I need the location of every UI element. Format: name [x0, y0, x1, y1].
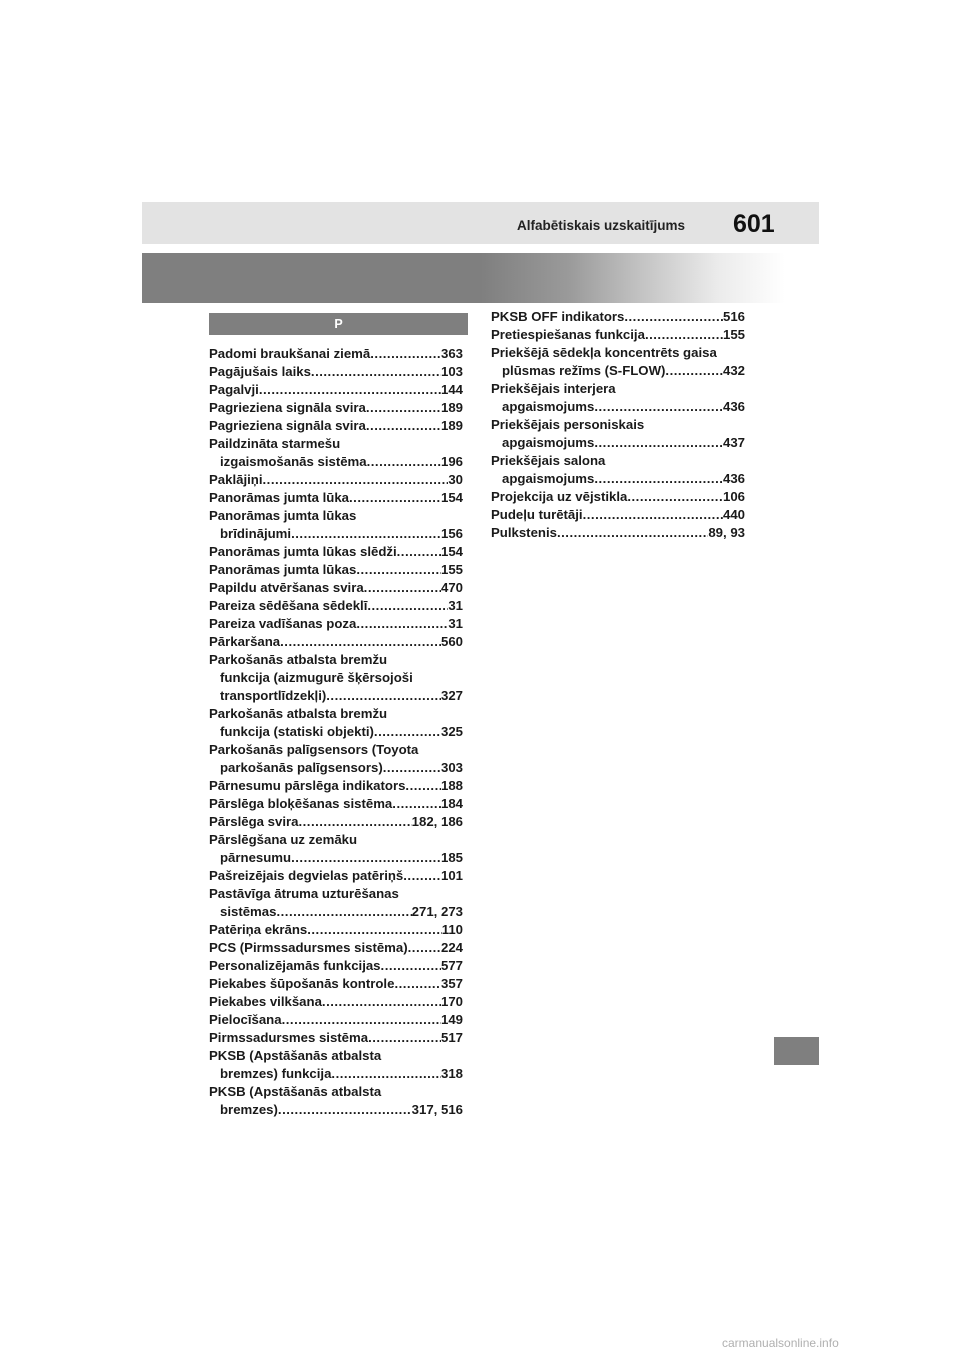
index-entry-text: PCS (Pirmssadursmes sistēma) [209, 940, 408, 955]
index-entry-text: Pielocīšana [209, 1012, 282, 1027]
index-entry-text: PKSB OFF indikators [491, 309, 625, 324]
index-entry [209, 417, 463, 435]
index-entry-text: Pārkaršana [209, 634, 281, 649]
index-column-left [209, 345, 463, 1119]
dot-leader [594, 398, 723, 416]
index-entry [209, 975, 463, 993]
dot-leader [291, 849, 441, 867]
index-entry-pages: 154 [440, 544, 463, 559]
index-entry-pages: 110 [441, 922, 463, 937]
index-entry-text: apgaismojums [502, 435, 595, 450]
footer-watermark-link[interactable]: carmanualsonline.info [722, 1336, 839, 1350]
index-entry-pages: 31 [448, 616, 463, 631]
dot-leader [291, 525, 441, 543]
index-entry-text: Pirmssadursmes sistēma [209, 1030, 369, 1045]
dot-leader [627, 488, 723, 506]
index-entry-text: apgaismojums [502, 471, 595, 486]
index-entry-pages: 436 [722, 399, 745, 414]
index-entry-text: Pagājušais laiks [209, 364, 311, 379]
index-entry-text: Pretiespiešanas funkcija [491, 327, 645, 342]
index-entry-text: Pagalvji [209, 382, 259, 397]
index-entry-pages: 106 [722, 489, 745, 504]
header-band [142, 202, 819, 244]
dot-leader [356, 615, 448, 633]
dot-leader [276, 903, 411, 921]
index-entry-pages: 188 [440, 778, 463, 793]
index-entry-pages: 440 [722, 507, 745, 522]
index-entry-pages: 363 [440, 346, 463, 361]
index-entry-text: Projekcija uz vējstikla [491, 489, 628, 504]
index-entry-text: Paklājiņi [209, 472, 263, 487]
index-entry-pages: 271, 273 [411, 904, 463, 919]
index-entry [209, 489, 463, 507]
index-entry-pages: 196 [440, 454, 463, 469]
thumb-index-tab [774, 1037, 819, 1065]
index-entry-text: Priekšējais salona [491, 453, 606, 468]
dot-leader [397, 543, 441, 561]
dot-leader [356, 561, 441, 579]
index-entry-pages: 357 [440, 976, 463, 991]
dot-leader [307, 921, 441, 939]
index-entry-text: Papildu atvēršanas svira [209, 580, 364, 595]
dot-leader [298, 813, 411, 831]
index-entry [491, 452, 745, 488]
index-entry-pages: 103 [440, 364, 463, 379]
index-entry-text: Pulkstenis [491, 525, 557, 540]
index-entry-pages: 149 [440, 1012, 463, 1027]
index-entry [209, 507, 463, 543]
index-entry-pages: 325 [440, 724, 463, 739]
dot-leader [645, 326, 723, 344]
index-entry-text: PKSB (Apstāšanās atbalsta [209, 1084, 382, 1099]
dot-leader [594, 434, 723, 452]
dot-leader [408, 939, 441, 957]
index-entry [491, 506, 745, 524]
index-entry [209, 363, 463, 381]
index-entry [491, 344, 745, 380]
index-entry-text: Parkošanās atbalsta bremžu [209, 652, 388, 667]
index-entry [209, 1083, 463, 1119]
index-entry-text: Pārslēga svira [209, 814, 299, 829]
index-entry-text: Pārnesumu pārslēga indikators [209, 778, 406, 793]
dot-leader [322, 993, 441, 1011]
index-entry [209, 1011, 463, 1029]
index-entry [209, 1047, 463, 1083]
index-entry-text: funkcija (statiski objekti) [220, 724, 374, 739]
index-entry-text: brīdinājumi [220, 526, 292, 541]
dot-leader [311, 363, 441, 381]
dot-leader [364, 579, 441, 597]
dot-leader [403, 867, 441, 885]
index-entry-text: Pareiza vadīšanas poza [209, 616, 357, 631]
index-column-right [491, 308, 745, 542]
index-entry-text: plūsmas režīms (S-FLOW) [502, 363, 666, 378]
index-entry [491, 524, 745, 542]
index-entry [209, 741, 463, 777]
index-entry [209, 399, 463, 417]
dot-leader [381, 957, 441, 975]
index-entry [209, 831, 463, 867]
dot-leader [282, 1011, 441, 1029]
index-entry-text: Parkošanās palīgsensors (Toyota [209, 742, 419, 757]
index-entry [209, 543, 463, 561]
index-entry-text: Pastāvīga ātruma uzturēšanas [209, 886, 399, 901]
index-entry-pages: 224 [440, 940, 463, 955]
dot-leader [368, 1029, 441, 1047]
index-entry-pages: 182, 186 [411, 814, 463, 829]
dot-leader [326, 687, 441, 705]
dot-leader [583, 506, 723, 524]
index-entry [209, 651, 463, 705]
index-entry-pages: 516 [722, 309, 745, 324]
index-entry-text: Pareiza sēdēšana sēdeklī [209, 598, 368, 613]
index-entry [209, 561, 463, 579]
index-entry-text: pārnesumu [220, 850, 292, 865]
index-entry-text: bremzes) [220, 1102, 278, 1117]
index-entry-pages: 189 [440, 418, 463, 433]
index-entry [209, 885, 463, 921]
index-entry-text: Pārslēga bloķēšanas sistēma [209, 796, 393, 811]
index-entry-text: Pagrieziena signāla svira [209, 418, 366, 433]
index-entry-text: Paildzināta starmešu [209, 436, 341, 451]
dot-leader [366, 399, 441, 417]
dot-leader [374, 723, 441, 741]
index-entry-text: Panorāmas jumta lūkas slēdži [209, 544, 397, 559]
index-entry-pages: 560 [440, 634, 463, 649]
index-entry-pages: 189 [440, 400, 463, 415]
index-entry-pages: 101 [440, 868, 463, 883]
index-entry-text: Patēriņa ekrāns [209, 922, 308, 937]
index-entry-pages: 577 [440, 958, 463, 973]
dot-leader [370, 345, 441, 363]
index-entry-pages: 327 [440, 688, 463, 703]
index-entry [209, 957, 463, 975]
index-entry [209, 345, 463, 363]
index-entry-pages: 437 [722, 435, 745, 450]
dot-leader [367, 597, 448, 615]
index-entry [209, 633, 463, 651]
dot-leader [394, 975, 441, 993]
dot-leader [392, 795, 441, 813]
dot-leader [349, 489, 441, 507]
index-entry-text: Pudeļu turētāji [491, 507, 583, 522]
index-entry-text: Priekšējais personiskais [491, 417, 645, 432]
index-entry-pages: 432 [722, 363, 745, 378]
dot-leader [383, 759, 441, 777]
dot-leader [665, 362, 723, 380]
index-entry-text: Pagrieziena signāla svira [209, 400, 366, 415]
index-entry-pages: 31 [448, 598, 463, 613]
index-entry-text: Panorāmas jumta lūka [209, 490, 349, 505]
index-entry [209, 471, 463, 489]
index-entry-text: izgaismošanās sistēma [220, 454, 367, 469]
dot-leader [594, 470, 723, 488]
index-entry-text: sistēmas [220, 904, 277, 919]
index-entry-text: parkošanās palīgsensors) [220, 760, 383, 775]
index-entry [209, 615, 463, 633]
index-entry-pages: 185 [440, 850, 463, 865]
page-number: 601 [733, 210, 775, 238]
index-entry [491, 326, 745, 344]
index-entry-pages: 89, 93 [708, 525, 745, 540]
index-entry [491, 308, 745, 326]
dot-leader [280, 633, 441, 651]
index-entry-text: Panorāmas jumta lūkas [209, 508, 357, 523]
index-entry-pages: 30 [448, 472, 463, 487]
index-entry-text: Priekšējā sēdekļa koncentrēts gaisa [491, 345, 717, 360]
section-letter-bar: P [209, 313, 468, 335]
index-entry [491, 380, 745, 416]
index-entry [209, 777, 463, 795]
index-entry [209, 1029, 463, 1047]
index-entry [209, 579, 463, 597]
index-entry [209, 597, 463, 615]
decorative-gradient-band [142, 253, 819, 303]
index-entry-text: Pārslēgšana uz zemāku [209, 832, 358, 847]
index-entry-text: Pašreizējais degvielas patēriņš [209, 868, 404, 883]
index-entry-text: PKSB (Apstāšanās atbalsta [209, 1048, 382, 1063]
index-entry-pages: 184 [440, 796, 463, 811]
index-entry-pages: 155 [722, 327, 745, 342]
dot-leader [624, 308, 723, 326]
index-entry [209, 705, 463, 741]
dot-leader [263, 471, 449, 489]
dot-leader [331, 1065, 441, 1083]
index-entry-pages: 318 [440, 1066, 463, 1081]
index-entry-pages: 317, 516 [411, 1102, 463, 1117]
index-entry [491, 416, 745, 452]
index-entry-pages: 170 [440, 994, 463, 1009]
index-entry-pages: 303 [440, 760, 463, 775]
dot-leader [278, 1101, 412, 1119]
index-entry-pages: 156 [440, 526, 463, 541]
index-entry-text: Piekabes šūpošanās kontrole [209, 976, 395, 991]
index-entry [209, 813, 463, 831]
index-entry [209, 939, 463, 957]
index-entry [491, 488, 745, 506]
index-entry [209, 435, 463, 471]
index-entry-text: Piekabes vilkšana [209, 994, 322, 1009]
index-entry-text: Panorāmas jumta lūkas [209, 562, 357, 577]
index-entry-text: bremzes) funkcija [220, 1066, 332, 1081]
index-entry-text: funkcija (aizmugurē šķērsojoši [220, 670, 413, 685]
index-entry-pages: 155 [440, 562, 463, 577]
index-entry-text: Priekšējais interjera [491, 381, 616, 396]
index-entry-pages: 144 [440, 382, 463, 397]
index-entry-text: Personalizējamās funkcijas [209, 958, 381, 973]
index-entry-pages: 470 [440, 580, 463, 595]
dot-leader [366, 417, 441, 435]
index-entry-pages: 517 [440, 1030, 463, 1045]
index-entry [209, 993, 463, 1011]
index-entry [209, 867, 463, 885]
index-entry-text: Padomi braukšanai ziemā [209, 346, 371, 361]
dot-leader [259, 381, 441, 399]
header-title: Alfabētiskais uzskaitījums [517, 218, 686, 233]
index-entry-pages: 154 [440, 490, 463, 505]
dot-leader [405, 777, 441, 795]
index-entry-pages: 436 [722, 471, 745, 486]
index-entry [209, 921, 463, 939]
index-entry-text: transportlīdzekļi) [220, 688, 327, 703]
dot-leader [367, 453, 441, 471]
index-entry [209, 795, 463, 813]
index-entry [209, 381, 463, 399]
dot-leader [557, 524, 708, 542]
index-entry-text: apgaismojums [502, 399, 595, 414]
index-entry-text: Parkošanās atbalsta bremžu [209, 706, 388, 721]
